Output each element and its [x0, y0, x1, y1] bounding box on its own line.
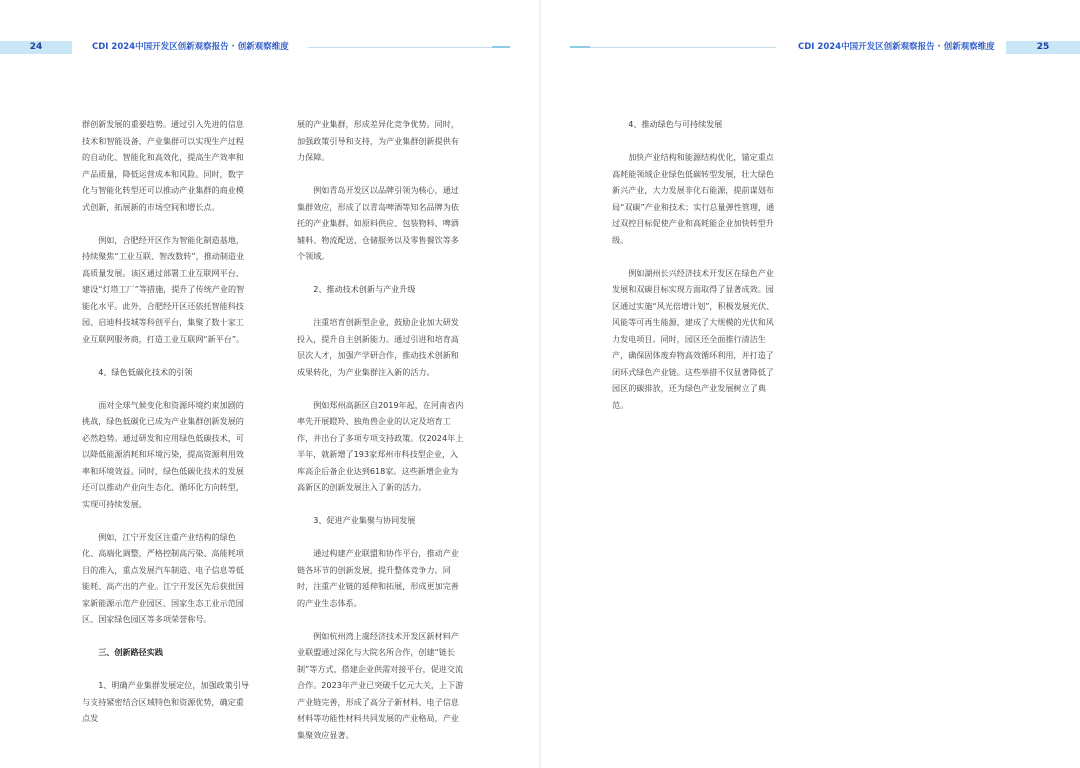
header-rule — [590, 47, 776, 48]
left-page-column-2 — [297, 116, 465, 760]
paragraph: 例如，江宁开发区注重产业结构的绿色化、高端化调整，严格控制高污染、高能耗项目的准入，重点发展汽车制造、电子信息等低能耗、高产出的产业。江宁开发区先后获批国家新能源示范产业园区、国家生态工业示范园区、国家绿色园区等多项荣誉称号。 — [82, 531, 244, 624]
header-rule-accent — [570, 46, 590, 48]
paragraph: 群创新发展的重要趋势。通过引入先进的信息技术和智能设备，产业集群可以实现生产过程的自动化、智能化和高效化，提高生产效率和产品质量，降低运营成本和风险。同时，数字化与智能化转型还可以推动产业集群的商业模式创新，拓展新的市场空间和增长点。 — [82, 119, 244, 212]
left-running-title: CDI 2024中国开发区创新观察报告 · 创新观察维度 — [92, 42, 289, 52]
subheading: 2、推动技术创新与产业升级 — [313, 284, 416, 294]
paragraph: 例如，合肥经开区作为智能化制造基地，持续聚焦“工业互联、智改数转”，推动制造业高质量发展。该区通过部署工业互联网平台、建设“灯塔工厂”等措施，提升了传统产业的智能化水平。此外，合肥经开区还依托智能科技园、启迪科技城等科创平台，集聚了数十家工业互联网服务商，打造工业互联网“新平台”。 — [82, 234, 245, 344]
paragraph: 注重培育创新型企业，鼓励企业加大研发投入，提升自主创新能力。通过引进和培育高层次人才，加强产学研合作，推动技术创新和成果转化，为产业集群注入新的活力。 — [297, 317, 459, 377]
right-page-column-1 — [612, 116, 780, 430]
header-rule-accent — [492, 46, 510, 48]
subheading: 4、绿色低碳化技术的引领 — [98, 366, 193, 377]
page-gutter — [539, 0, 541, 768]
paragraph: 加快产业结构和能源结构优化，锚定重点高耗能领域企业绿色低碳转型发展，壮大绿色新兴产业，大力发展非化石能源，提前谋划布局“双碳”产业和技术；实行总量弹性管理，通过双控目标促使产业和高耗能企业加快转型升级。 — [612, 152, 775, 245]
paragraph: 面对全球气候变化和资源环境约束加剧的挑战，绿色低碳化已成为产业集群创新发展的必然趋势。通过研发和应用绿色低碳技术，可以降低能源消耗和环境污染，提高资源利用效率和环境效益。同时，绿色低碳化技术的发展还可以推动产业向生态化、循环化方向转型，实现可持续发展。 — [82, 399, 244, 509]
paragraph: 例如青岛开发区以品牌引领为核心，通过集群效应，形成了以青岛啤酒等知名品牌为依托的产业集群。如原料供应、包装物料、啤酒辅料、物流配送、仓储服务以及零售餐饮等多个领域。 — [297, 185, 459, 261]
header-rule — [308, 47, 492, 48]
paragraph: 通过构建产业联盟和协作平台，推动产业链各环节的创新发展，提升整体竞争力。同时，注重产业链的延伸和拓展，形成更加完善的产业生态体系。 — [297, 548, 459, 608]
right-running-title: CDI 2024中国开发区创新观察报告 · 创新观察维度 — [798, 42, 995, 52]
left-page-column-1 — [82, 116, 250, 743]
subheading: 4、推动绿色与可持续发展 — [628, 119, 723, 129]
paragraph: 例如湖州长兴经济技术开发区在绿色产业发展和双碳目标实现方面取得了显著成效。园区通过实施“风光倍增计划”，积极发展光伏、风能等可再生能源，建成了大规模的光伏和风力发电项目。同时，园区还全面推行清洁生产，确保固体废弃物高效循环利用，并打造了闭环式绿色产业链。这些举措不仅显著降低了园区的碳排放，还为绿色产业发展树立了典范。 — [612, 267, 775, 410]
paragraph: 例如郑州高新区自2019年起，在河南省内率先开展瞪羚、独角兽企业的认定及培育工作，并出台了多项专项支持政策。仅2024年上半年，就新增了193家郑州市科技型企业，入库高企后备企业达到618家。这些新增企业为高新区的创新发展注入了新的活力。 — [297, 399, 464, 492]
paragraph: 1、明确产业集群发展定位，加强政策引导与支持紧密结合区域特色和资源优势，确定重点发 — [82, 680, 250, 723]
right-page-number: 25 — [1006, 41, 1080, 54]
left-page-number: 24 — [0, 41, 72, 54]
paragraph: 例如杭州湾上虞经济技术开发区新材料产业联盟通过深化与大院名所合作，创建“链长制”等方式，搭建企业供需对接平台，促进交流合作。2023年产业已突破千亿元大关，上下游产业链完善，形成了高分子新材料、电子信息材料等功能性材料共同发展的产业格局，产业集聚效应显著。 — [297, 630, 464, 740]
subheading: 3、促进产业集聚与协同发展 — [313, 515, 416, 525]
paragraph: 展的产业集群，形成差异化竞争优势。同时，加强政策引导和支持，为产业集群创新提供有力保障。 — [297, 119, 459, 162]
section-heading: 三、创新路径实践 — [98, 647, 163, 657]
